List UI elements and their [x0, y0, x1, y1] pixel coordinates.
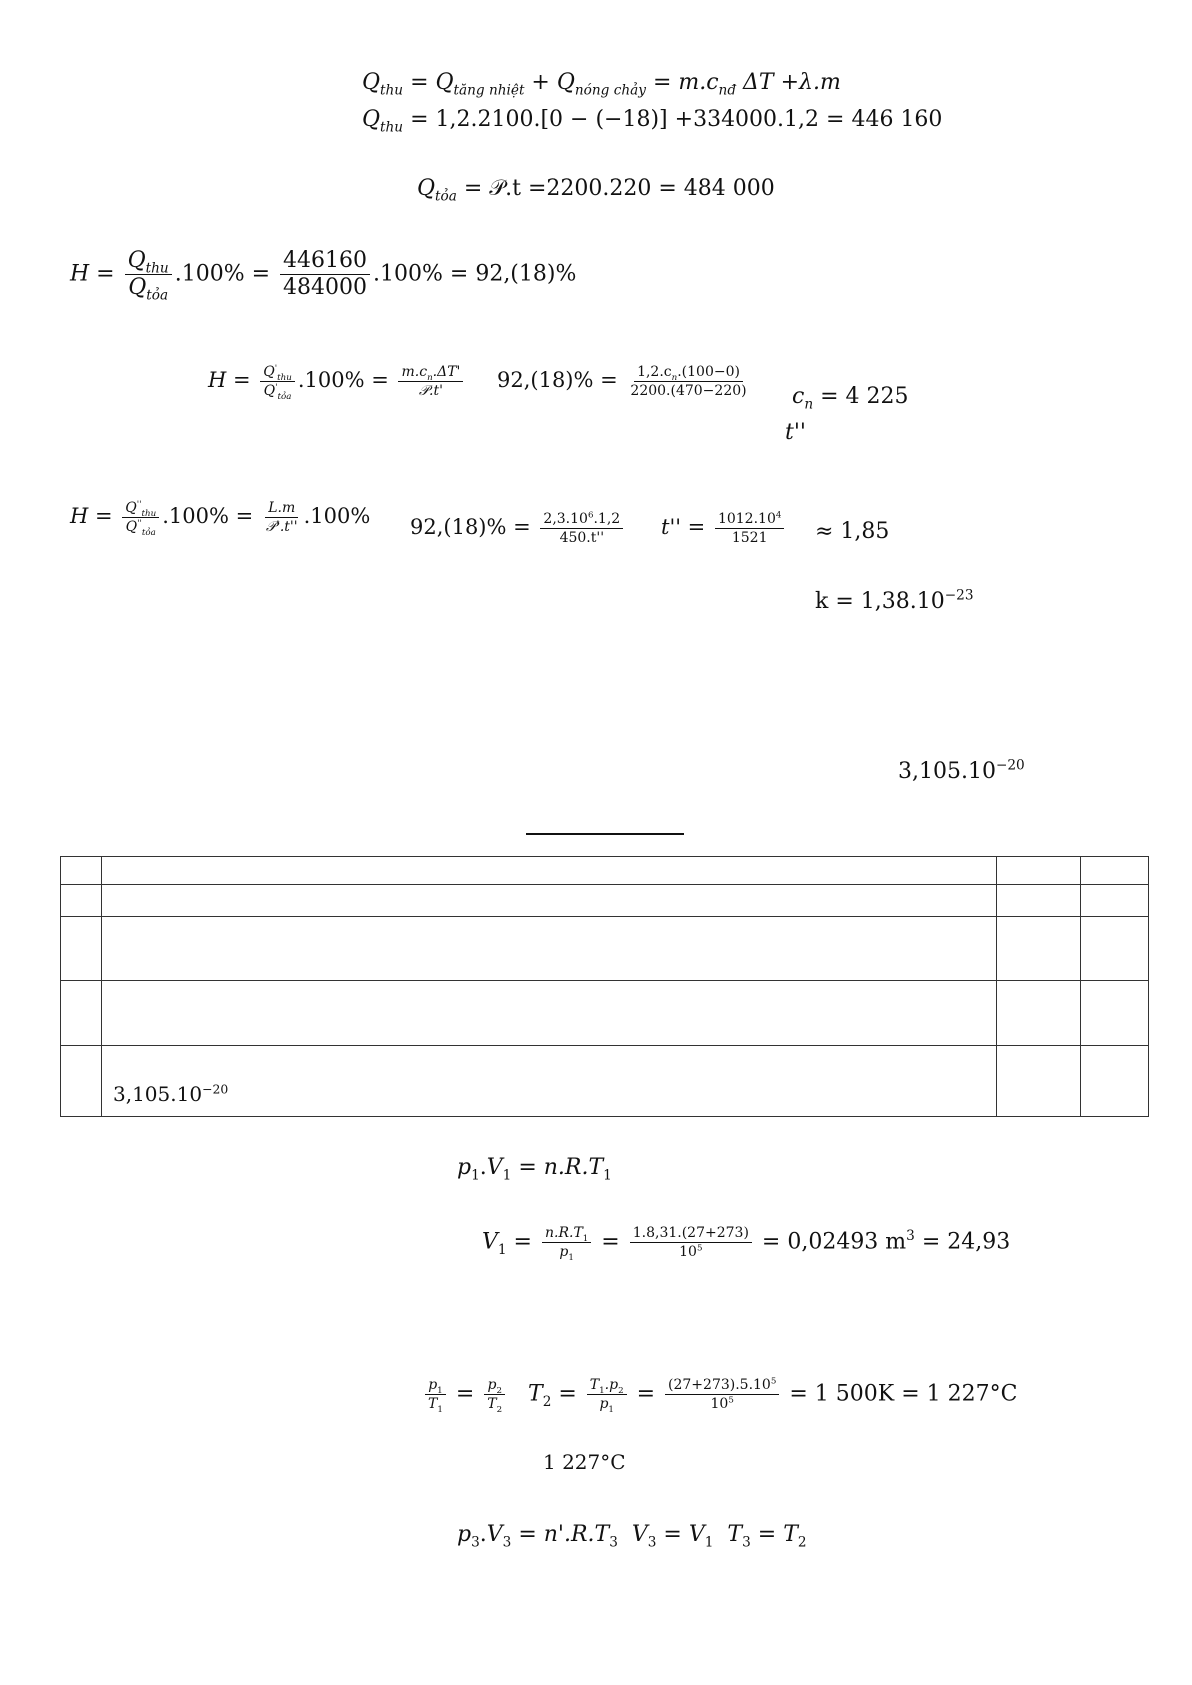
energy-value: 3,105.10	[113, 1082, 203, 1106]
denominator-time: 2200.(470−220)	[630, 383, 747, 399]
efficiency-lhs: 92,(18)% =	[410, 515, 531, 539]
table-cell	[1081, 1046, 1149, 1117]
t-double-prime: t''	[785, 420, 806, 445]
table-row	[61, 981, 1149, 1046]
equation-final-state: $p_3.V_3 = n'.R.T_3$ $V_3 = V_1$ $T_3 = T_2$	[457, 1522, 807, 1551]
fraction-cn-values	[627, 365, 749, 398]
denominator-p: p	[559, 1244, 569, 1260]
answer-table	[60, 856, 1149, 1117]
table-cell	[997, 981, 1081, 1046]
energy-value: 3,105.10	[898, 759, 996, 784]
exponent: 6	[587, 510, 594, 521]
table-cell	[61, 857, 102, 885]
table-cell	[997, 857, 1081, 885]
table-cell	[61, 885, 102, 917]
fraction-temperature-values	[665, 1378, 779, 1411]
percent-tail: .100%	[303, 504, 371, 528]
equation-tail: ΔT +λ.m	[743, 70, 841, 95]
equation-rhs: = 𝒫.t =2200.220 = 484 000	[463, 176, 775, 201]
numerator-latent: 2,3.10	[543, 511, 588, 527]
equation-efficiency-vaporization	[70, 499, 371, 538]
fraction-nrt-p: $\frac{n.R.T_1}{p_1}$	[542, 1226, 591, 1259]
table-cell	[1081, 981, 1149, 1046]
subscript-thu: thu	[380, 119, 404, 136]
exponent: −20	[202, 1081, 229, 1097]
subscript-n: n	[427, 372, 433, 383]
numerator-nrt: n.R.T	[544, 1225, 583, 1241]
symbol-q: Q	[128, 275, 147, 300]
time-approximation	[815, 521, 889, 543]
subscript-n: n	[671, 372, 678, 383]
fraction-m-c-dt	[398, 365, 463, 398]
percent-factor: .100% =	[297, 368, 389, 392]
symbol-q: Q	[125, 500, 137, 516]
denominator-base: 10	[679, 1244, 697, 1260]
exponent: 4	[775, 510, 782, 521]
table-cell	[1081, 857, 1149, 885]
symbol-t-double-prime	[785, 422, 806, 444]
symbol-q: Q	[556, 70, 575, 95]
volume-result: = 0,02493 m	[761, 1229, 907, 1255]
subscript-n: n	[804, 396, 814, 413]
equation-heat-absorbed-definition: $Q_{thu} = Q_{tăng nhiệt} + Q_{nóng chảy} = m.c_{nđ}$ ΔT +λ.m	[362, 70, 841, 99]
symbol-q: Q	[362, 107, 381, 132]
percent-factor: .100% =	[162, 504, 254, 528]
fraction-q-ratio	[125, 248, 172, 304]
subscript-thu: thu	[145, 260, 169, 277]
subscript-toa: tỏa	[277, 391, 292, 402]
numerator-values: (27+273).5.10	[668, 1377, 771, 1393]
subscript-toa: tỏa	[141, 527, 156, 538]
equation-rhs: = m.c	[652, 70, 719, 95]
numerator-m-c: m.c	[401, 364, 428, 380]
equation-ideal-gas: $p_1.V_1 = n.R.T_1$	[457, 1155, 612, 1184]
subscript-nd: nđ	[718, 82, 737, 99]
symbol-q: Q	[417, 176, 436, 201]
table-cell	[102, 981, 997, 1046]
symbol-h: H =	[208, 368, 251, 392]
efficiency-result: .100% = 92,(18)%	[373, 261, 577, 287]
approx-value: ≈ 1,85	[815, 519, 890, 544]
symbol-h: H =	[70, 261, 115, 287]
exponent: 5	[770, 1376, 777, 1387]
table-cell	[61, 917, 102, 981]
table-row	[61, 857, 1149, 885]
equation-rhs: = 1,2.2100.[0 − (−18)] +334000.1,2 = 446 160	[410, 107, 943, 132]
fraction-latent-values	[540, 512, 623, 545]
numerator-time: 1012.10	[717, 511, 776, 527]
table-cell	[997, 885, 1081, 917]
symbol-v: V	[631, 1522, 648, 1547]
percent-factor: .100% =	[174, 261, 271, 287]
symbol-h: H =	[70, 504, 113, 528]
equation-efficiency	[70, 248, 577, 304]
equation-isochoric: $\frac{p_1}{T_1}$ = $\frac{p_2}{T_2}$	[422, 1378, 508, 1411]
equation-heat-released	[417, 176, 775, 205]
table-row	[61, 917, 1149, 981]
symbol-p: p	[457, 1522, 472, 1547]
denominator-power-time: 450.t''	[559, 530, 605, 546]
table-cell	[102, 1046, 997, 1117]
equation-time-result	[661, 512, 787, 545]
table-cell	[102, 857, 997, 885]
volume-result-liters: = 24,93	[921, 1229, 1011, 1255]
fraction-l-m	[263, 501, 301, 534]
subscript-toa: tỏa	[435, 188, 457, 205]
symbol-t: T	[727, 1522, 743, 1547]
specific-heat-result	[792, 384, 909, 413]
subscript-tang-nhiet: tăng nhiệt	[453, 82, 525, 99]
fraction-volume-values	[630, 1226, 752, 1259]
denominator-time: 1521	[731, 530, 768, 546]
table-cell	[997, 917, 1081, 981]
subscript-thu: thu	[141, 508, 157, 519]
subscript-nong-chay: nóng chảy	[574, 82, 646, 99]
specific-heat-value: = 4 225	[820, 384, 909, 409]
equation-rhs: = n.R.T	[518, 1155, 604, 1180]
numerator-dt: .ΔT'	[432, 364, 461, 380]
numerator-p: .p	[604, 1377, 619, 1393]
symbol-q: Q	[362, 70, 381, 95]
k-value: k = 1,38.10	[815, 589, 945, 614]
temperature-value: 1 227°C	[543, 1450, 626, 1474]
equation-rhs: = n'.R.T	[518, 1522, 610, 1547]
numerator-values: 1.8,31.(27+273)	[630, 1226, 752, 1243]
equation-efficiency-water	[208, 363, 466, 402]
subscript-toa: tỏa	[146, 287, 169, 304]
equation-heat-absorbed-value	[362, 107, 943, 136]
subscript-thu: thu	[277, 372, 292, 383]
denominator-value: 484000	[283, 275, 368, 300]
exponent: −20	[995, 757, 1025, 774]
table-cell	[1081, 885, 1149, 917]
boltzmann-constant	[815, 587, 974, 614]
fraction-values	[280, 250, 370, 299]
numerator-t: T	[589, 1377, 600, 1393]
fraction-t1-p2-p1: $\frac{T_1.p_2}{p_1}$	[587, 1378, 627, 1411]
fraction-time-values	[715, 512, 784, 545]
symbol-q: Q	[125, 519, 138, 535]
fraction-q-prime: $\frac{Q'_{thu}}{Q'_{tỏa}}$	[260, 365, 295, 398]
numerator-tail: .(100−0)	[677, 364, 740, 380]
table-cell	[61, 981, 102, 1046]
numerator-cn: 1,2.c	[637, 364, 672, 380]
table-cell	[1081, 917, 1149, 981]
symbol-q: Q	[263, 383, 276, 399]
subscript-thu: thu	[380, 82, 404, 99]
time-label: t'' =	[661, 515, 706, 539]
table-cell	[102, 917, 997, 981]
table-cell	[997, 1046, 1081, 1117]
kinetic-energy-value	[898, 757, 1025, 784]
temperature-celsius	[543, 1452, 626, 1472]
fraction-p1-t1: $\frac{p_1}{T_1}$	[425, 1378, 446, 1411]
equation-vaporization-values	[410, 512, 626, 545]
equation-temperature: $T_2$ = $\frac{T_1.p_2}{p_1}$ = $\frac{(27+273).5.10^5}{10^5}$ = 1 500K = 1 227°C	[528, 1376, 1018, 1415]
temperature-result: = 1 500K = 1 227°C	[789, 1381, 1018, 1407]
table-energy-value	[102, 1082, 996, 1116]
numerator-value: 446160	[280, 250, 370, 275]
symbol-q: Q	[263, 364, 275, 380]
table-row	[61, 1046, 1149, 1117]
denominator-p-t: 𝒫.t'	[418, 383, 443, 399]
denominator-base: 10	[710, 1396, 729, 1412]
symbol-c: c	[792, 384, 805, 409]
exponent: 3	[906, 1228, 915, 1245]
equation-volume: $V_1$ = $\frac{n.R.T_1}{p_1}$ = $\frac{1.8,31.(27+273)}{10^5}$ = 0,02493 $m^3 = 24,93$	[482, 1225, 1011, 1263]
numerator-tail: .1,2	[593, 511, 621, 527]
symbol-q: Q	[435, 70, 454, 95]
table-row	[61, 885, 1149, 917]
equation-efficiency-water-values	[497, 365, 753, 398]
symbol-q: Q	[127, 248, 146, 273]
fraction-q-double-prime: $\frac{Q''_{thu}}{Q''_{tỏa}}$	[122, 501, 159, 534]
exponent: 5	[696, 1243, 703, 1254]
exponent: 5	[728, 1395, 734, 1406]
table-cell	[102, 885, 997, 917]
exponent: −23	[944, 587, 974, 604]
table-cell	[61, 1046, 102, 1117]
denominator-p-t: 𝒫'.t''	[265, 519, 298, 535]
fraction-p2-t2: $\frac{p_2}{T_2}$	[484, 1378, 505, 1411]
symbol-p: p	[457, 1155, 472, 1180]
efficiency-lhs: 92,(18)% =	[497, 368, 618, 392]
section-underline	[526, 833, 684, 835]
numerator-l-m: L.m	[268, 500, 296, 516]
